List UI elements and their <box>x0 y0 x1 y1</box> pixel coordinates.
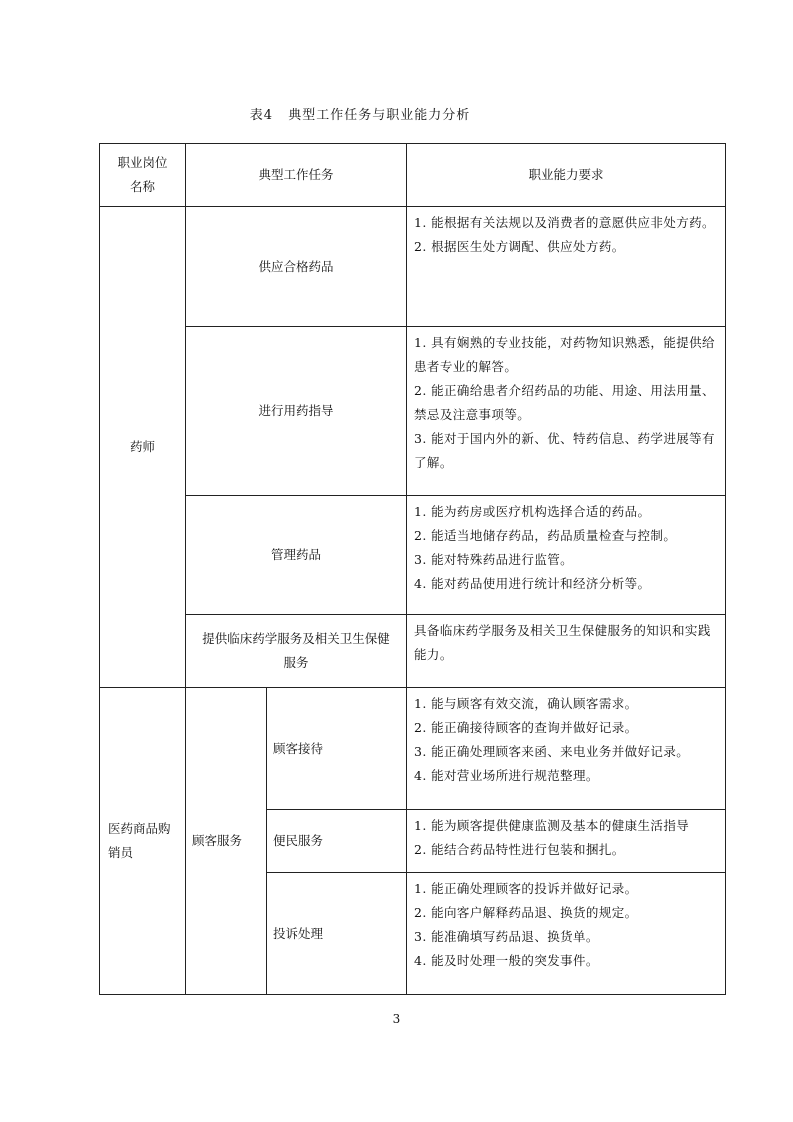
requirement-item: 1. 能为药房或医疗机构选择合适的药品。 <box>414 504 651 519</box>
header-task: 典型工作任务 <box>186 144 407 207</box>
ability-analysis-table <box>99 143 726 995</box>
requirement-item: 2. 能正确接待顾客的查询并做好记录。 <box>414 720 638 735</box>
requirement-item: 2. 能正确给患者介绍药品的功能、用途、用法用量、禁忌及注意事项等。 <box>414 383 715 422</box>
page-number: 3 <box>392 1012 401 1026</box>
requirements-cell <box>407 496 726 615</box>
requirement-item: 3. 能对特殊药品进行监管。 <box>414 552 574 567</box>
requirement-item: 3. 能准确填写药品退、换货单。 <box>414 929 599 944</box>
requirements-cell <box>407 873 726 995</box>
header-ability: 职业能力要求 <box>407 144 726 207</box>
requirement-item: 4. 能对营业场所进行规范整理。 <box>414 768 599 783</box>
requirements-cell <box>407 207 726 327</box>
table-row <box>100 327 726 496</box>
header-position-name: 职业岗位名称 <box>100 144 186 207</box>
task-cell: 顾客接待 <box>267 688 407 810</box>
table-row <box>100 496 726 615</box>
task-cell: 便民服务 <box>267 810 407 873</box>
caption-number: 表4 <box>249 108 274 123</box>
requirement-item: 1. 能根据有关法规以及消费者的意愿供应非处方药。 <box>414 215 715 230</box>
requirements-cell <box>407 688 726 810</box>
requirements-cell <box>407 615 726 688</box>
requirement-item: 4. 能对药品使用进行统计和经济分析等。 <box>414 576 651 591</box>
requirement-item: 具备临床药学服务及相关卫生保健服务的知识和实践能力。 <box>414 623 711 662</box>
task-cell: 供应合格药品 <box>186 207 407 327</box>
task-cell: 进行用药指导 <box>186 327 407 496</box>
requirement-item: 1. 能与顾客有效交流，确认顾客需求。 <box>414 696 638 711</box>
requirement-item: 2. 根据医生处方调配、供应处方药。 <box>414 239 625 254</box>
requirements-cell <box>407 327 726 496</box>
requirement-item: 4. 能及时处理一般的突发事件。 <box>414 953 599 968</box>
caption-title: 典型工作任务与职业能力分析 <box>288 108 471 123</box>
requirement-item: 1. 具有娴熟的专业技能，对药物知识熟悉，能提供给患者专业的解答。 <box>414 335 715 374</box>
table-row <box>100 207 726 327</box>
task-cell: 投诉处理 <box>267 873 407 995</box>
table-caption <box>0 104 720 123</box>
table-row <box>100 688 726 810</box>
requirement-item: 2. 能适当地储存药品，药品质量检查与控制。 <box>414 528 677 543</box>
requirement-item: 1. 能正确处理顾客的投诉并做好记录。 <box>414 881 638 896</box>
task-group-cell: 顾客服务 <box>186 688 267 995</box>
requirement-item: 3. 能正确处理顾客来函、来电业务并做好记录。 <box>414 744 690 759</box>
table-row <box>100 615 726 688</box>
position-sales: 医药商品购销员 <box>100 688 186 995</box>
requirement-item: 2. 能向客户解释药品退、换货的规定。 <box>414 905 638 920</box>
requirement-item: 1. 能为顾客提供健康监测及基本的健康生活指导 <box>414 818 690 833</box>
requirement-item: 2. 能结合药品特性进行包装和捆扎。 <box>414 842 625 857</box>
position-pharmacist: 药师 <box>100 207 186 688</box>
task-cell: 提供临床药学服务及相关卫生保健服务 <box>186 615 407 688</box>
task-cell: 管理药品 <box>186 496 407 615</box>
requirements-cell <box>407 810 726 873</box>
requirement-item: 3. 能对于国内外的新、优、特药信息、药学进展等有了解。 <box>414 431 715 470</box>
header-row <box>100 144 726 207</box>
